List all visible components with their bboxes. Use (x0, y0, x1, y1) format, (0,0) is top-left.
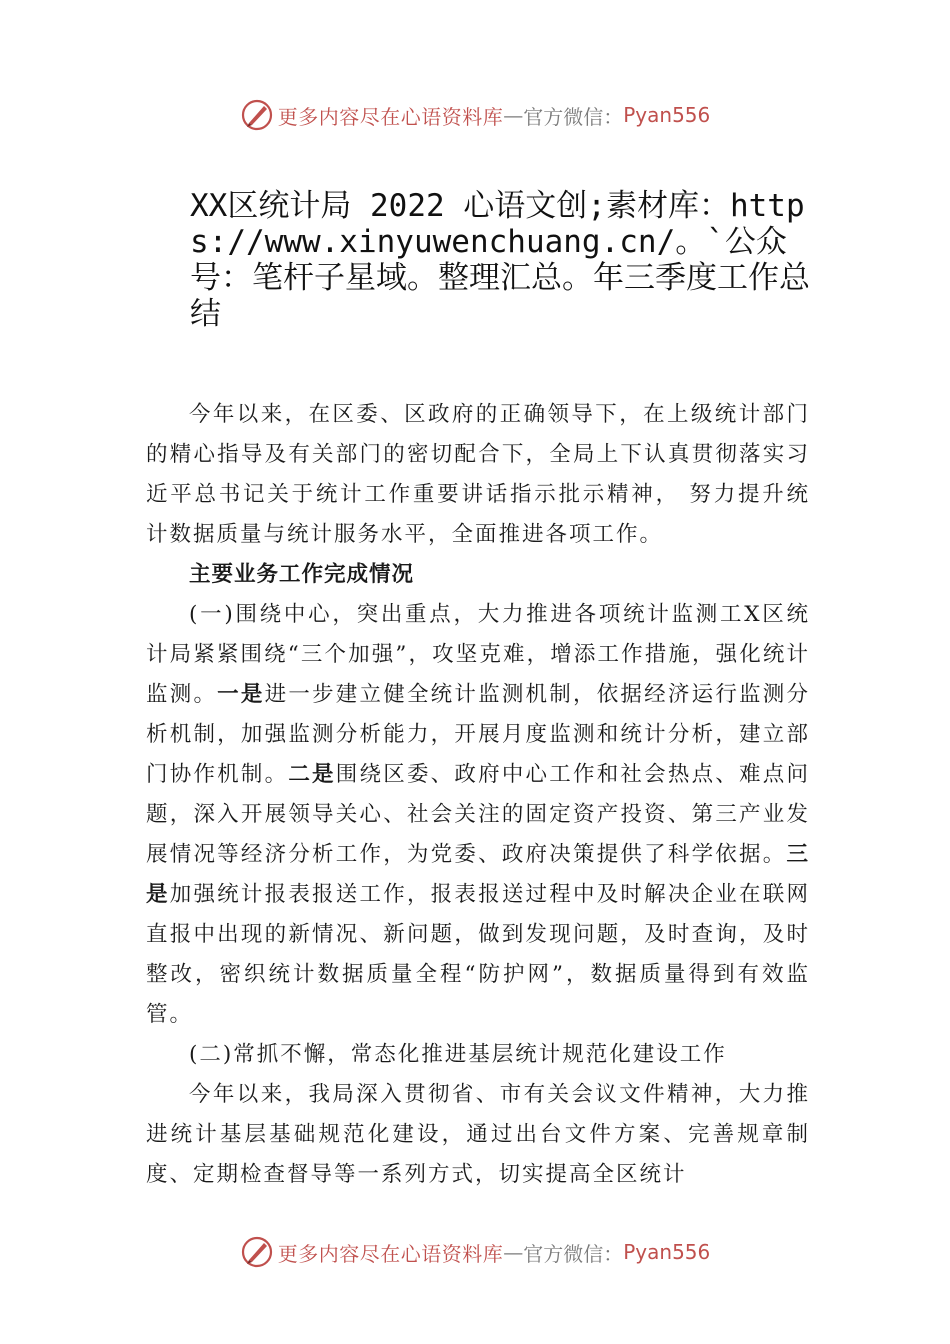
document-title: XX区统计局 2022 心语文创;素材库：https://www.xinyuwenchuang.cn/。`公众号：笔杆子星域。整理汇总。年三季度工作总结 (190, 188, 810, 332)
document-body (146, 395, 810, 1195)
footer-watermark-banner (0, 1232, 950, 1272)
point-marker-1: 一是 (217, 682, 265, 707)
section2-paragraph: 今年以来，我局深入贯彻省、市有关会议文件精神，大力推进统计基层基础规范化建设，通过出台文件方案、完善规章制度、定期检查督导等一系列方式，切实提高全区统计 (146, 1082, 810, 1187)
banner-dash: — (503, 1240, 524, 1264)
section2-heading: (二)常抓不懈，常态化推进基层统计规范化建设工作 (189, 1042, 727, 1067)
header-watermark-banner (0, 95, 950, 135)
banner-wechat-id: Pyan556 (623, 1240, 711, 1264)
pen-logo-icon (240, 1235, 274, 1269)
banner-slogan: 更多内容尽在心语资料库 (277, 1241, 504, 1266)
banner-dash: — (503, 103, 524, 127)
banner-wechat-label: 官方微信： (523, 104, 624, 129)
section1-heading: 主要业务工作完成情况 (189, 562, 415, 587)
intro-paragraph: 今年以来，在区委、区政府的正确领导下，在上级统计部门的精心指导及有关部门的密切配合下，全局上下认真贯彻落实习近平总书记关于统计工作重要讲话指示批示精神， 努力提升统计数据质量与统计服务水平，全面推进各项工作。 (146, 402, 810, 547)
point-marker-2: 二是 (288, 762, 336, 787)
point-marker-3: 三是 (146, 842, 810, 907)
banner-wechat-id: Pyan556 (623, 103, 711, 127)
point-text-3: 加强统计报表报送工作，报表报送过程中及时解决企业在联网直报中出现的新情况、新问题，做到发现问题，及时查询，及时整改，密织统计数据质量全程“防护网”，数据质量得到有效监管。 (146, 882, 810, 1027)
banner-slogan: 更多内容尽在心语资料库 (277, 104, 504, 129)
point-text-2: 围绕区委、政府中心工作和社会热点、难点问题，深入开展领导关心、社会关注的固定资产投资、第三产业发展情况等经济分析工作，为党委、政府决策提供了科学依据。 (146, 762, 810, 867)
pen-logo-icon (240, 98, 274, 132)
banner-wechat-label: 官方微信： (523, 1241, 624, 1266)
point-text-1: 进一步建立健全统计监测机制，依据经济运行监测分析机制，加强监测分析能力，开展月度监测和统计分析，建立部门协作机制。 (146, 682, 810, 787)
section1-paragraph (146, 595, 810, 1035)
section1-lead: (一)围绕中心，突出重点，大力推进各项统计监测工X区统计局紧紧围绕“三个加强”，攻坚克难，增添工作措施，强化统计监测。 (146, 602, 810, 707)
